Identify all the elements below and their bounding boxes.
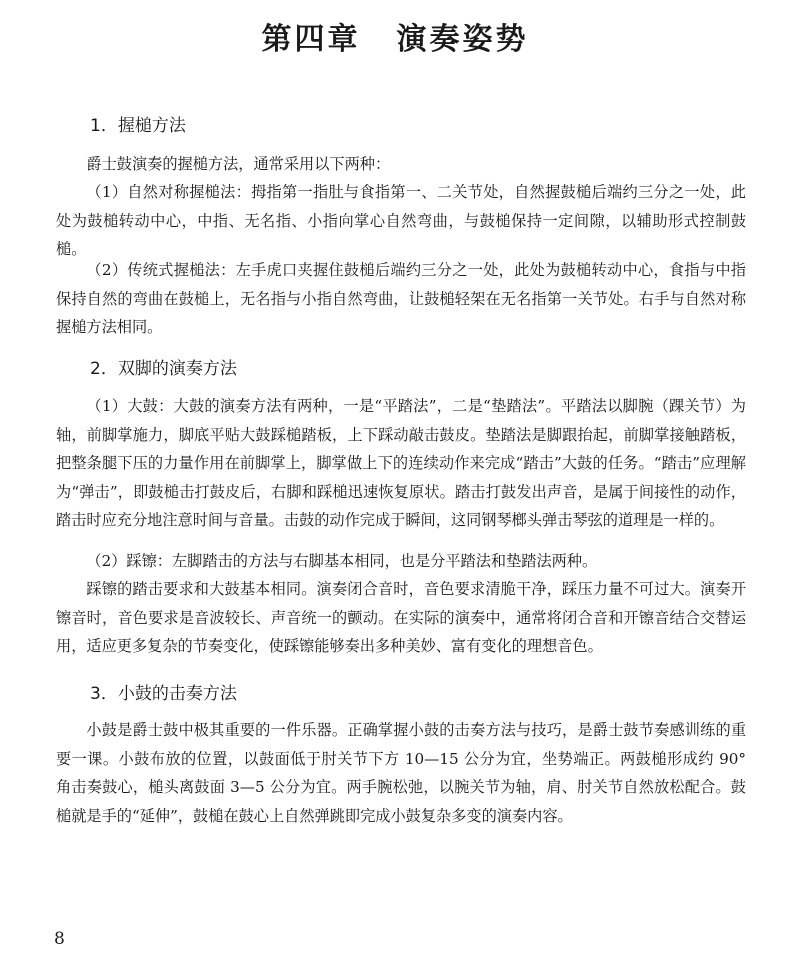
paragraph: 踩镲的踏击要求和大鼓基本相同。演奏闭合音时，音色要求清脆干净，踩压力量不可过大。演奏开镲音时，音色要求是音波较长、声音统一的颤动。在实际的演奏中，通常将闭合音和开镲音结合交替运用，适应更多复杂的节奏变化，使踩镲能够奏出多种美妙、富有变化的理想音色。: [56, 580, 746, 655]
paragraph: 爵士鼓演奏的握槌方法，通常采用以下两种：: [86, 155, 391, 173]
paragraph: （2）踩镲：左脚踏击的方法与右脚基本相同，也是分平踏法和垫踏法两种。: [86, 552, 598, 570]
page-number: 8: [54, 929, 65, 949]
chapter-number: 第四章: [261, 22, 361, 57]
section-heading-feet: 2．双脚的演奏方法: [90, 359, 237, 379]
paragraph: （1）大鼓：大鼓的演奏方法有两种，一是“平踏法”，二是“垫踏法”。平踏法以脚腕（踝关节）为轴，前脚掌施力，脚底平贴大鼓踩槌踏板，上下踩动敲击鼓皮。垫踏法是脚跟抬起，前脚掌接触踏板，把整条腿下压的力量作用在前脚掌上，脚掌做上下的连续动作来完成“踏击”大鼓的任务。“踏击”应理解为“弹击”，即鼓槌击打鼓皮后，右脚和踩槌迅速恢复原状。踏击打鼓发出声音，是属于间接性的动作，踏击时应充分地注意时间与音量。击鼓的动作完成于瞬间，这同钢琴榔头弹击琴弦的道理是一样的。: [56, 397, 746, 529]
paragraph: （2）传统式握槌法：左手虎口夹握住鼓槌后端约三分之一处，此处为鼓槌转动中心，食指与中指保持自然的弯曲在鼓槌上，无名指与小指自然弯曲，让鼓槌轻架在无名指第一关节处。右手与自然对称握槌方法相同。: [56, 261, 746, 336]
chapter-name: 演奏姿势: [396, 22, 529, 57]
section-heading-snare: 3．小鼓的击奏方法: [90, 684, 237, 704]
section-heading-grip: 1．握槌方法: [90, 116, 186, 136]
paragraph: （1）自然对称握槌法：拇指第一指肚与食指第一、二关节处，自然握鼓槌后端约三分之一处，此处为鼓槌转动中心，中指、无名指、小指向掌心自然弯曲，与鼓槌保持一定间隙，以辅助形式控制鼓槌。: [56, 183, 746, 258]
paragraph: 小鼓是爵士鼓中极其重要的一件乐器。正确掌握小鼓的击奏方法与技巧，是爵士鼓节奏感训练的重要一课。小鼓布放的位置，以鼓面低于肘关节下方 10—15 公分为宜，坐势端正。两鼓槌形成约 90° 角击奏鼓心，槌头离鼓面 3—5 公分为宜。两手腕松弛，以腕关节为轴，肩、肘关节自然放松配合。鼓槌就是手的“延伸”，鼓槌在鼓心上自然弹跳即完成小鼓复杂多变的演奏内容。: [56, 721, 746, 825]
chapter-title: [0, 18, 790, 62]
